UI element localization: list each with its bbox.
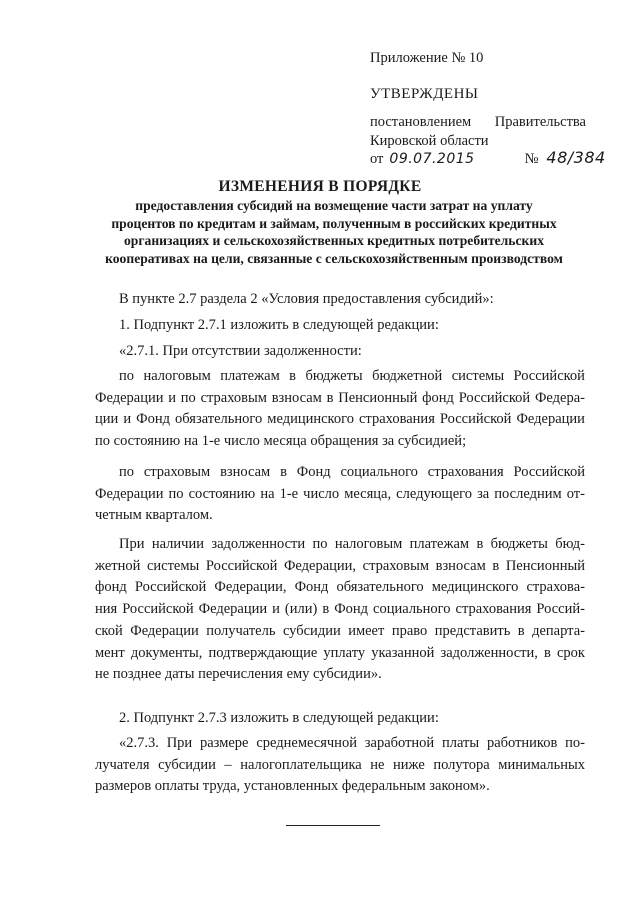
text-line: размеров оплаты труда, установленных федеральным законом». (95, 778, 490, 795)
subparagraph-2-7-1: «2.7.1. При отсутствии задолженности: (119, 343, 362, 359)
word: по (119, 464, 135, 480)
word: за (477, 485, 490, 502)
word: число (303, 485, 340, 502)
word: «2.7.3. (119, 735, 159, 751)
word: Фонд (296, 464, 331, 480)
word: фонд (95, 579, 127, 596)
paragraph-c (95, 534, 585, 686)
subtitle-line: организациях и сельскохозяйственных кредитных потребительских (124, 233, 544, 248)
word: уплату (323, 644, 366, 661)
word: жетной (95, 557, 141, 574)
decree-line-1 (370, 112, 586, 132)
word: ской (95, 622, 123, 639)
decree-number-label: № (524, 151, 539, 167)
text-line (95, 621, 585, 643)
word: право (391, 622, 428, 639)
word: среднемесячной (256, 735, 357, 751)
text-line (95, 599, 585, 621)
word: Федера- (534, 389, 585, 406)
word: по (119, 368, 135, 384)
word: получатель (206, 622, 276, 639)
word: Российской (513, 368, 585, 384)
text-line (95, 409, 585, 431)
word: социального (373, 601, 451, 618)
word: в (543, 644, 551, 661)
text-line (95, 643, 585, 665)
text-line (95, 462, 585, 484)
subtitle-line: процентов по кредитам и займам, полученным в российских кредитных (111, 215, 557, 231)
word: медицинского (431, 579, 519, 596)
word: в (476, 536, 484, 552)
word: указанной (371, 644, 435, 661)
word: Пенсионный (505, 557, 585, 574)
item-1: 1. Подпункт 2.7.1 изложить в следующей редакции: (119, 317, 439, 333)
text-line (95, 556, 585, 578)
word: – (224, 756, 232, 773)
word: лучателя (95, 756, 150, 773)
word: налоговым (334, 536, 403, 552)
word: взносам (220, 464, 271, 480)
decree-date-line (370, 148, 606, 169)
paragraph-b (95, 462, 585, 527)
approved-label: УТВЕРЖДЕНЫ (370, 86, 479, 102)
decree-date-prefix: от (370, 151, 384, 167)
word: задолженности, (440, 644, 538, 661)
decree-word: Правительства (494, 114, 586, 130)
word: по (312, 536, 328, 552)
text-line (95, 484, 585, 506)
word: Фонд (294, 579, 329, 596)
word: обязательного (336, 579, 424, 596)
word: Федерации (95, 389, 164, 406)
word: ния (95, 601, 118, 618)
word: имеет (348, 622, 385, 639)
item-2: 2. Подпункт 2.7.3 изложить в следующей редакции: (119, 710, 439, 726)
word: последним (494, 485, 562, 502)
closing-rule (286, 825, 380, 826)
word: обязательного (175, 411, 263, 428)
word: медицинского (267, 411, 354, 428)
word: Федерации, (214, 579, 287, 596)
decree-number-handwritten: 48/384 (546, 148, 606, 167)
word: бюджеты (490, 536, 548, 552)
word: в (517, 622, 525, 639)
word: и (168, 389, 177, 406)
word: Федерации (516, 411, 585, 428)
subtitle-line: предоставления субсидий на возмещение части затрат на уплату (135, 198, 533, 213)
word: ниже (393, 756, 425, 773)
word: 1-е (279, 485, 299, 502)
word: Фонд (136, 411, 170, 428)
word: страхования (455, 601, 532, 618)
word: департа- (532, 622, 585, 639)
word: в (326, 389, 334, 406)
word: платежам (220, 368, 280, 384)
word: подтверждающие (208, 644, 318, 661)
word: налогоплательщика (240, 756, 362, 773)
word: системы (146, 557, 200, 574)
word: задолженности (211, 536, 306, 552)
word: Федерации (130, 622, 199, 639)
word: Российской (513, 464, 585, 480)
word: размере (199, 735, 249, 751)
word: по- (565, 735, 585, 751)
document-subtitle (84, 197, 584, 267)
word: в (322, 601, 330, 618)
word: Российской (439, 411, 512, 428)
decree-date-handwritten: 09.07.2015 (389, 151, 475, 167)
word: в (492, 557, 500, 574)
word: (или) (284, 601, 318, 618)
paragraph-a (95, 366, 585, 453)
word: наличии (151, 536, 204, 552)
word: работников (486, 735, 558, 751)
word: и (272, 601, 280, 618)
text-line (95, 577, 585, 599)
text-line (95, 388, 585, 410)
word: Пенсионный (338, 389, 418, 406)
word: субсидии (158, 756, 216, 773)
word: социального (340, 464, 418, 480)
subtitle-line: кооперативах на цели, связанные с сельскохозяйственным производством (105, 250, 563, 266)
word: по (168, 485, 184, 502)
word: страхования (427, 464, 504, 480)
text-line: четным кварталом. (95, 507, 213, 524)
word: минимальных (498, 756, 585, 773)
text-line (95, 733, 585, 755)
word: мент (95, 644, 125, 661)
word: страховым (362, 557, 430, 574)
word: взносам (271, 389, 322, 406)
word: Федерации (198, 601, 268, 618)
word: Фонд (334, 601, 369, 618)
word: ции (95, 411, 119, 428)
word: платежам (409, 536, 470, 552)
word: фонд (422, 389, 454, 406)
document-title: ИЗМЕНЕНИЯ В ПОРЯДКЕ (218, 178, 422, 195)
word: не (370, 756, 385, 773)
word: Российской (122, 601, 194, 618)
decree-word: постановлением (370, 114, 472, 130)
attachment-number: Приложение № 10 (370, 50, 484, 66)
word: Российской (134, 579, 207, 596)
word: полутора (433, 756, 490, 773)
word: Российской (205, 557, 278, 574)
decree-line-2: Кировской области (370, 133, 489, 149)
text-line (95, 755, 585, 777)
word: на (260, 485, 275, 502)
word: налоговым (143, 368, 211, 384)
word: субсидии (282, 622, 341, 639)
word: Россий- (536, 601, 585, 618)
intro-paragraph: В пункте 2.7 раздела 2 «Условия предоставления субсидий»: (119, 291, 494, 307)
word: представить (434, 622, 511, 639)
word: страхования (359, 411, 435, 428)
word: бюд- (555, 536, 585, 552)
text-line (95, 366, 585, 388)
word: Федерации, (283, 557, 357, 574)
word: по (180, 389, 196, 406)
text-line (95, 534, 585, 556)
word: бюджетной (372, 368, 443, 384)
word: Российской (458, 389, 531, 406)
word: заработной (364, 735, 435, 751)
word: срок (556, 644, 585, 661)
word: системы (451, 368, 505, 384)
word: состоянию (188, 485, 256, 502)
word: в (280, 464, 287, 480)
word: взносам (435, 557, 486, 574)
word: При (119, 536, 145, 552)
word: в (289, 368, 297, 384)
word: и (123, 411, 132, 428)
word: следующего (396, 485, 472, 502)
paragraph-d (95, 733, 585, 798)
word: документы, (130, 644, 203, 661)
text-line: по состоянию на 1-е число месяца обращения за субсидией; (95, 433, 467, 450)
word: от- (566, 485, 585, 502)
word: платы (442, 735, 480, 751)
word: страхова- (526, 579, 585, 596)
word: При (166, 735, 193, 751)
word: Федерации (95, 485, 164, 502)
word: страховым (200, 389, 267, 406)
word: бюджеты (305, 368, 363, 384)
word: страховым (143, 464, 211, 480)
text-line: не позднее даты перечисления ему субсидии». (95, 666, 382, 683)
word: месяца, (344, 485, 392, 502)
